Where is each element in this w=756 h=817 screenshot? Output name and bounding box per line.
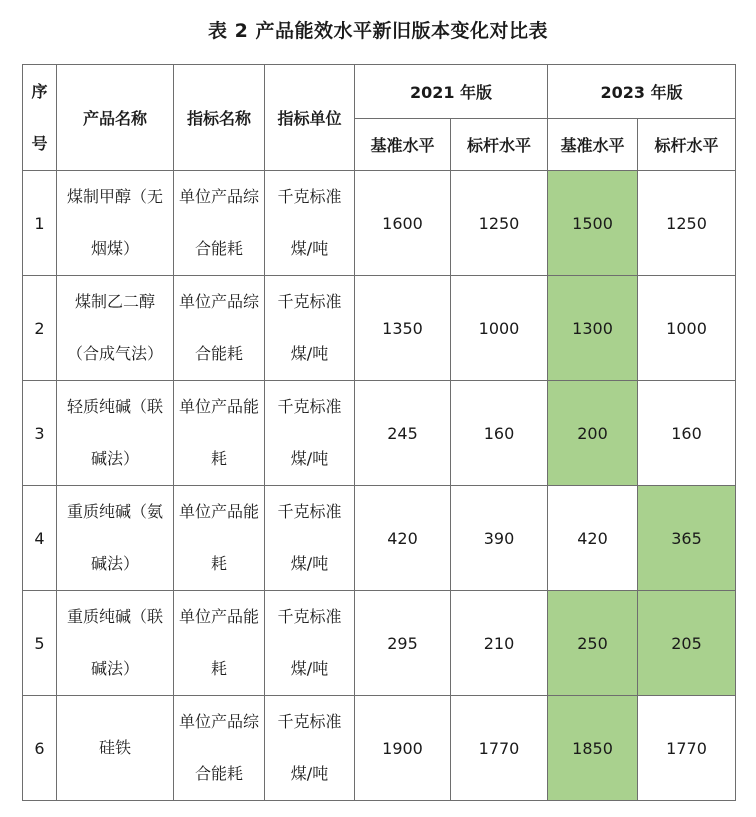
table-row [23, 381, 736, 486]
cell-indicator [174, 486, 265, 591]
cell-indicator [174, 696, 265, 801]
header-seq [23, 65, 57, 171]
cell-bench-2023: 1250 [638, 171, 736, 276]
table-row [23, 276, 736, 381]
cell-seq: 4 [23, 486, 57, 591]
cell-base-2023: 250 [548, 591, 638, 696]
cell-base-2023: 1500 [548, 171, 638, 276]
header-seq-label: 序号 [31, 81, 48, 153]
cell-bench-2021: 1250 [451, 171, 548, 276]
cell-product-text: 煤制乙二醇（合成气法） [66, 292, 163, 363]
table-row [23, 696, 736, 801]
cell-bench-2021: 160 [451, 381, 548, 486]
cell-indicator [174, 171, 265, 276]
cell-base-2023: 1850 [548, 696, 638, 801]
cell-indicator [174, 276, 265, 381]
cell-unit-text: 千克标准煤/吨 [277, 397, 342, 468]
table-row [23, 486, 736, 591]
cell-base-2021: 1600 [355, 171, 451, 276]
table-title: 表 2 产品能效水平新旧版本变化对比表 [208, 20, 548, 42]
cell-unit [265, 381, 355, 486]
cell-product-text: 重质纯碱（联碱法） [66, 607, 163, 678]
header-version-2023: 2023 年版 [548, 65, 736, 119]
table-row [23, 591, 736, 696]
header-bench-2023: 标杆水平 [638, 119, 736, 171]
cell-indicator-text: 单位产品能耗 [178, 502, 259, 573]
header-base-2021: 基准水平 [355, 119, 451, 171]
cell-product-text: 重质纯碱（氨碱法） [66, 502, 163, 573]
cell-unit [265, 486, 355, 591]
cell-product [57, 591, 174, 696]
cell-unit-text: 千克标准煤/吨 [277, 187, 342, 258]
comparison-table [22, 64, 736, 801]
cell-seq: 2 [23, 276, 57, 381]
cell-base-2021: 245 [355, 381, 451, 486]
cell-base-2023: 1300 [548, 276, 638, 381]
header-indicator: 指标名称 [174, 65, 265, 171]
cell-base-2021: 295 [355, 591, 451, 696]
cell-base-2023: 200 [548, 381, 638, 486]
cell-bench-2021: 390 [451, 486, 548, 591]
cell-indicator-text: 单位产品综合能耗 [178, 292, 259, 363]
header-version-2021: 2021 年版 [355, 65, 548, 119]
cell-product-text: 煤制甲醇（无烟煤） [66, 187, 163, 258]
header-base-2023: 基准水平 [548, 119, 638, 171]
cell-unit-text: 千克标准煤/吨 [277, 607, 342, 678]
header-product: 产品名称 [57, 65, 174, 171]
cell-seq: 6 [23, 696, 57, 801]
cell-bench-2023: 160 [638, 381, 736, 486]
header-bench-2021: 标杆水平 [451, 119, 548, 171]
cell-unit [265, 591, 355, 696]
cell-bench-2021: 1000 [451, 276, 548, 381]
cell-indicator [174, 591, 265, 696]
cell-base-2021: 420 [355, 486, 451, 591]
cell-bench-2021: 1770 [451, 696, 548, 801]
cell-product-text: 轻质纯碱（联碱法） [66, 397, 163, 468]
cell-bench-2023: 1000 [638, 276, 736, 381]
cell-product [57, 696, 174, 801]
cell-seq: 1 [23, 171, 57, 276]
cell-product [57, 276, 174, 381]
cell-unit-text: 千克标准煤/吨 [277, 292, 342, 363]
cell-bench-2023: 1770 [638, 696, 736, 801]
header-unit: 指标单位 [265, 65, 355, 171]
cell-unit [265, 171, 355, 276]
cell-bench-2023: 365 [638, 486, 736, 591]
cell-unit [265, 696, 355, 801]
cell-unit-text: 千克标准煤/吨 [277, 712, 342, 783]
cell-base-2023: 420 [548, 486, 638, 591]
cell-base-2021: 1900 [355, 696, 451, 801]
cell-indicator-text: 单位产品能耗 [178, 397, 259, 468]
cell-indicator [174, 381, 265, 486]
cell-unit [265, 276, 355, 381]
cell-product [57, 381, 174, 486]
cell-indicator-text: 单位产品综合能耗 [178, 712, 259, 783]
cell-unit-text: 千克标准煤/吨 [277, 502, 342, 573]
cell-seq: 5 [23, 591, 57, 696]
cell-bench-2023: 205 [638, 591, 736, 696]
cell-seq: 3 [23, 381, 57, 486]
cell-bench-2021: 210 [451, 591, 548, 696]
cell-product [57, 486, 174, 591]
cell-product [57, 171, 174, 276]
cell-indicator-text: 单位产品综合能耗 [178, 187, 259, 258]
cell-indicator-text: 单位产品能耗 [178, 607, 259, 678]
cell-base-2021: 1350 [355, 276, 451, 381]
cell-product-text: 硅铁 [98, 738, 131, 757]
table-row [23, 171, 736, 276]
